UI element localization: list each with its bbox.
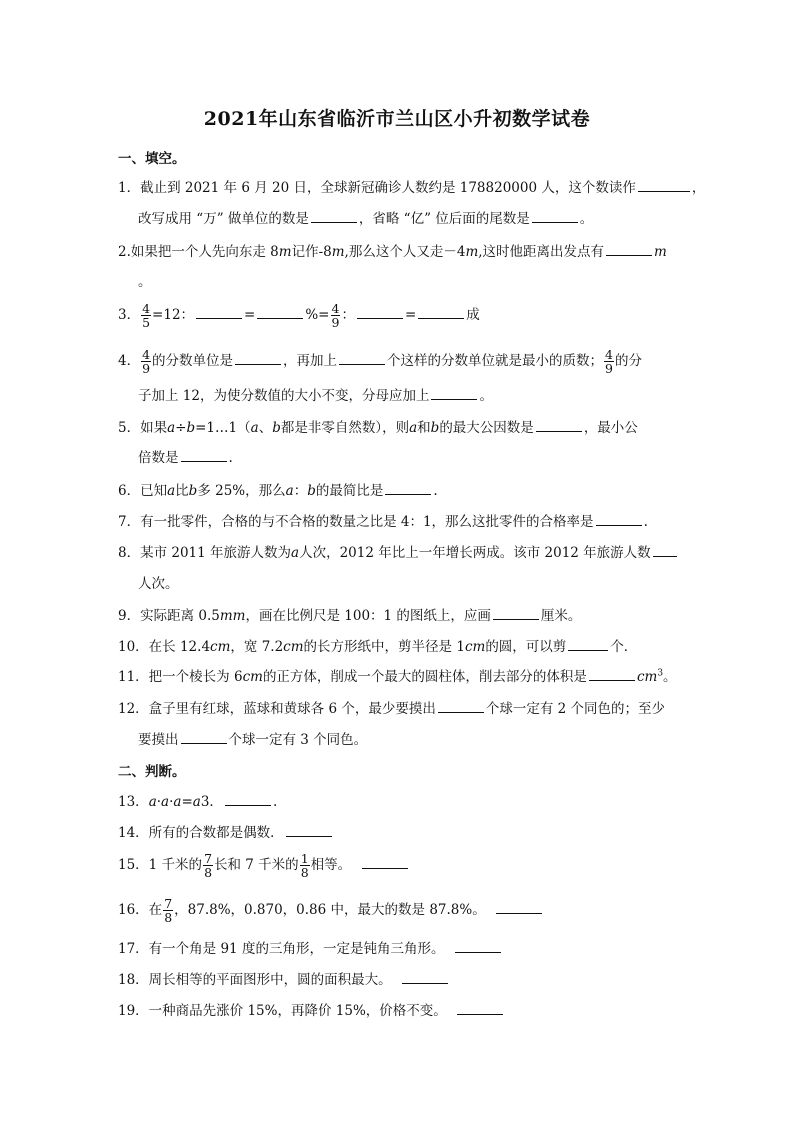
question-10: 10．在长 12.4cm，宽 7.2cm的长方形纸中，剪半径是 1cm的圆，可以剪 个．	[118, 639, 638, 655]
question-11: 11．把一个棱长为 6cm的正方体，削成一个最大的圆柱体，削去部分的体积是 $cm^3$。	[118, 668, 677, 685]
question-13: 13．a·a·a=a3． .	[118, 794, 278, 810]
section-fill-in: 一、填空。	[118, 151, 186, 167]
fraction: $\frac{7}{8}$	[164, 896, 173, 925]
answer-blank[interactable]	[438, 701, 484, 713]
fraction: $\frac{7}{8}$	[204, 851, 213, 880]
answer-blank[interactable]	[357, 307, 403, 319]
question-3: 3． $\frac{4}{5}$ =12： = %= $\frac{4}{9}$ ： = 成	[118, 301, 480, 330]
answer-blank[interactable]	[225, 794, 271, 806]
fraction: $\frac{4}{5}$	[142, 301, 151, 330]
question-15: 15．1 千米的 $\frac{7}{8}$ 长和 7 千米的 $\frac{1}{8}$ 相等。	[118, 852, 410, 879]
answer-blank[interactable]	[196, 307, 242, 319]
answer-blank[interactable]	[418, 307, 464, 319]
answer-blank[interactable]	[568, 639, 608, 651]
answer-blank[interactable]	[532, 211, 578, 223]
answer-blank[interactable]	[339, 353, 385, 365]
section-judge: 二、判断。	[118, 764, 186, 780]
question-18: 18．周长相等的平面图形中，圆的面积最大。	[118, 968, 450, 988]
question-8: 8．某市 2011 年旅游人数为a人次，2012 年比上一年增长两成。该市 2012 年旅游人数	[118, 541, 679, 561]
fraction: $\frac{1}{8}$	[300, 851, 309, 880]
question-4-cont: 子加上 12，为使分数值的大小不变，分母应加上 。	[138, 388, 493, 404]
answer-blank[interactable]	[431, 388, 477, 400]
question-17: 17．有一个角是 91 度的三角形，一定是钝角三角形。	[118, 937, 503, 957]
answer-blank[interactable]	[455, 941, 501, 953]
answer-blank[interactable]	[235, 353, 281, 365]
fraction: $\frac{4}{9}$	[142, 347, 151, 376]
fraction: $\frac{4}{9}$	[605, 347, 613, 376]
question-7: 7．有一批零件，合格的与不合格的数量之比是 4：1，那么这批零件的合格率是 .	[118, 514, 648, 530]
answer-blank[interactable]	[596, 514, 642, 526]
answer-blank[interactable]	[493, 608, 539, 620]
answer-blank[interactable]	[496, 902, 542, 914]
answer-blank[interactable]	[589, 669, 635, 681]
question-1-cont: 改写成用 “万” 做单位的数是 ，省略 “亿” 位后面的尾数是 。	[138, 211, 594, 227]
question-5: 5．如果a÷b=1…1（a、b都是非零自然数），则a和b的最大公因数是 ，最小公	[118, 420, 638, 436]
question-5-cont: 倍数是 .	[138, 450, 233, 466]
answer-blank[interactable]	[181, 450, 227, 462]
question-2: 2.如果把一个人先向东走 8m记作-8m,那么这个人又走－4m,这时他距离出发点有 m	[118, 244, 667, 260]
question-16: 16．在 $\frac{7}{8}$ ，87.8%，0.870，0.86 中，最大的数是 87.8%。	[118, 897, 544, 924]
question-2-cont: 。	[138, 274, 152, 290]
question-6: 6．已知a比b多 25%，那么a：b的最简比是 .	[118, 483, 438, 499]
answer-blank[interactable]	[257, 307, 303, 319]
answer-blank[interactable]	[402, 972, 448, 984]
answer-blank[interactable]	[362, 857, 408, 869]
answer-blank[interactable]	[536, 420, 582, 432]
page-title: 2021年山东省临沂市兰山区小升初数学试卷	[203, 108, 591, 130]
question-19: 19．一种商品先涨价 15%，再降价 15%，价格不变。	[118, 999, 505, 1019]
question-8-cont: 人次。	[138, 576, 179, 592]
answer-blank[interactable]	[385, 483, 431, 495]
question-1: 1．截止到 2021 年 6 月 20 日，全球新冠确诊人数约是 178820000 人，这个数读作 ，	[118, 180, 706, 196]
answer-blank[interactable]	[606, 244, 652, 256]
answer-blank[interactable]	[286, 825, 332, 837]
answer-blank[interactable]	[638, 180, 690, 192]
question-4: 4． $\frac{4}{9}$ 的分数单位是 ，再加上 个这样的分数单位就是最小的质数； $\frac{4}{9}$ 的分	[118, 347, 642, 376]
fraction: $\frac{4}{9}$	[331, 301, 340, 330]
question-12: 12．盒子里有红球，蓝球和黄球各 6 个，最少要摸出 个球一定有 2 个同色的；至少	[118, 701, 666, 717]
question-9: 9．实际距离 0.5mm，画在比例尺是 100：1 的图纸上，应画 厘米。	[118, 608, 582, 624]
question-12-cont: 要摸出 个球一定有 3 个同色。	[138, 732, 368, 748]
answer-blank[interactable]	[181, 732, 227, 744]
answer-blank[interactable]	[457, 1003, 503, 1015]
answer-blank[interactable]	[311, 211, 357, 223]
question-14: 14．所有的合数都是偶数．	[118, 821, 334, 841]
answer-blank[interactable]	[653, 545, 677, 557]
